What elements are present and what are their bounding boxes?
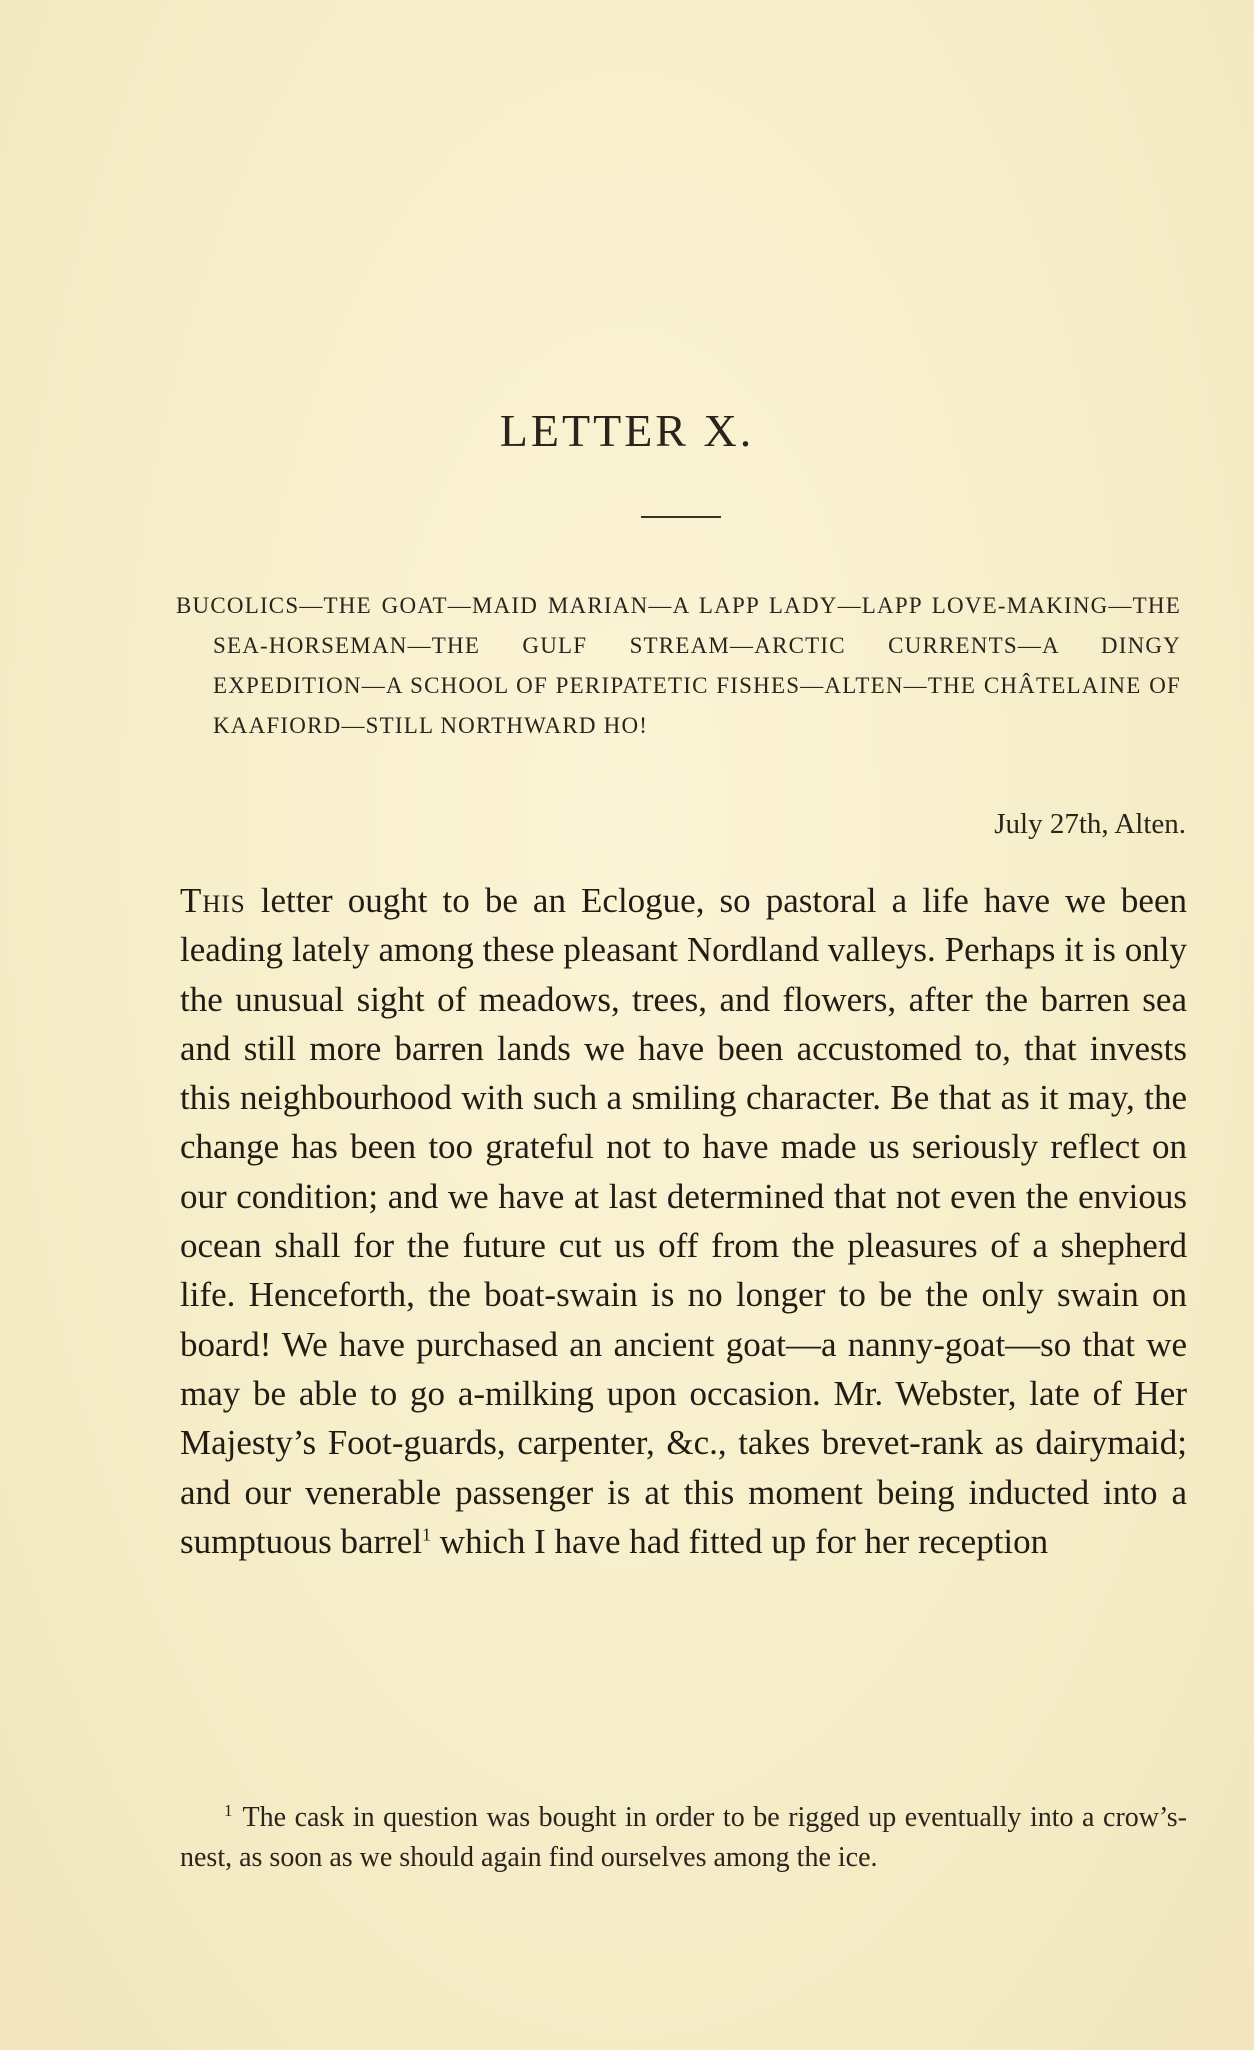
title-divider-rule — [641, 516, 721, 518]
footnote-text: The cask in question was bought in order to be rigged up eventually into a crow’s-nest, as soon as we should again find ourselves among the ice. — [180, 1802, 1187, 1873]
opening-word: This — [180, 881, 246, 920]
footnote-reference: 1 — [422, 1524, 432, 1545]
chapter-synopsis — [176, 586, 1181, 746]
body-text-continued: which I have had fitted up for her reception — [431, 1521, 1049, 1561]
footnote-marker: 1 — [224, 1800, 233, 1820]
synopsis-text: BUCOLICS—THE GOAT—MAID MARIAN—A LAPP LADY—LAPP LOVE-MAKING—THE SEA-HORSEMAN—THE GULF STREAM—ARCTIC CURRENTS—A DINGY EXPEDITION—A SCHOOL OF PERIPATETIC FISHES—ALTEN—THE CHÂTELAINE OF KAAFIORD—STILL NORTHWARD HO! — [176, 593, 1181, 738]
body-paragraph — [180, 876, 1187, 1566]
chapter-title: LETTER X. — [499, 405, 755, 456]
body-text-main: letter ought to be an Eclogue, so pastoral a life have we been leading lately among these pleasant Nordland valleys. Perhaps it is only the unusual sight of meadows, trees, and flowers, after the barren sea and still more barren lands we have been accustomed to, that invests this neighbourhood with such a smiling character. Be that as it may, the change has been too grateful not to have made us seriously reflect on our condition; and we have at last determined that not even the envious ocean shall for the future cut us off from the pleasures of a shepherd life. Henceforth, the boat-swain is no longer to be the only swain on board! We have purchased an ancient goat—a nanny-goat—so that we may be able to go a-milking upon occasion. Mr. Webster, late of Her Majesty’s Foot-guards, carpenter, &c., takes brevet-rank as dairymaid; and our venerable passenger is at this moment being inducted into a sumptuous barrel — [180, 881, 1188, 1561]
dateline: July 27th, Alten. — [994, 808, 1186, 840]
footnote — [180, 1798, 1187, 1878]
